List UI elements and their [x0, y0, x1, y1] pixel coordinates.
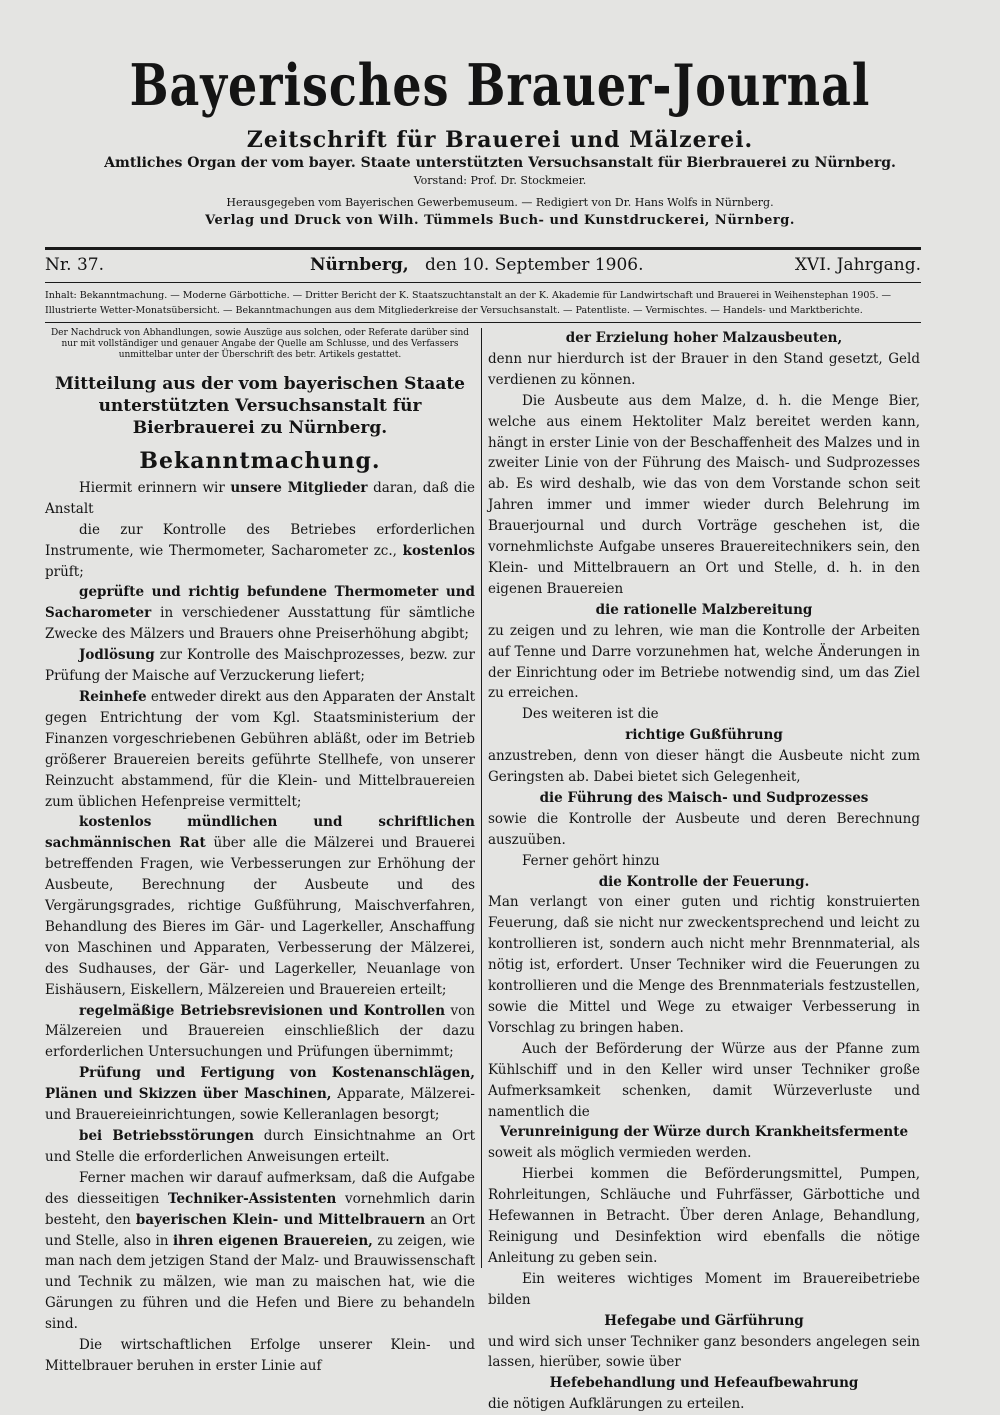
- paragraph: Ein weiteres wichtiges Moment im Brauereibetriebe bilden: [488, 1270, 920, 1308]
- paragraph: zu zeigen und zu lehren, wie man die Kontrolle der Arbeiten auf Tenne und Darre vorzunehmen hat, welche Änderungen in der Einrichtung oder im Betriebe notwendig sind, um das Ziel zu erreichen.: [488, 622, 920, 702]
- editor-line: Herausgegeben vom Bayerischen Gewerbemuseum. — Redigiert von Dr. Hans Wolfs in Nürnberg.: [226, 196, 774, 209]
- publisher-line: Verlag und Druck von Wilh. Tümmels Buch- und Kunstdruckerei, Nürnberg.: [205, 213, 795, 228]
- contents-rule: [45, 322, 921, 323]
- journal-title: Bayerisches Brauer-Journal: [129, 51, 871, 119]
- masthead-rule: [45, 247, 921, 250]
- right-column: [488, 328, 920, 1415]
- subheading: der Erzielung hoher Malzausbeuten,: [565, 330, 843, 346]
- issue-rule: [45, 282, 921, 283]
- subheading: die Führung des Maisch- und Sudprozesses: [539, 789, 869, 806]
- paragraph: Reinhefe entweder direkt aus den Apparaten der Anstalt gegen Entrichtung der vom Kgl. Staatsministerium der Finanzen vorgeschriebenen Gebühren abläßt, oder im Betrieb größerer Brauereien bereits geführte Stellhefe, von unserer Reinzucht abstammend, für die Klein- und Mittelbrauereien zum üblichen Hefenpreise vermittelt;: [45, 688, 476, 810]
- paragraph: anzustreben, denn von dieser hängt die Ausbeute nicht zum Geringsten ab. Dabei bietet sich Gelegenheit,: [488, 748, 920, 786]
- vorstand-line: Vorstand: Prof. Dr. Stockmeier.: [413, 174, 587, 187]
- paragraph: Des weiteren ist die: [522, 706, 659, 723]
- paragraph: die nötigen Aufklärungen zu erteilen.: [488, 1396, 745, 1413]
- left-column: [45, 328, 475, 1377]
- subheading: Hefebehandlung und Hefeaufbewahrung: [549, 1375, 859, 1392]
- paragraph: die zur Kontrolle des Betriebes erforderlichen Instrumente, wie Thermometer, Sacharometer zc., kostenlos prüft;: [45, 521, 475, 580]
- table-of-contents: Inhalt: Bekanntmachung. — Moderne Gärbottiche. — Dritter Bericht der K. Staatszuchtanstalt an der K. Akademie für Landwirtschaft und Brauerei in Weihenstephan 1905. — Illustrierte Wetter-Monatsübersicht. — Bekanntmachungen aus dem Mitgliederkreise der Versuchsanstalt. — Patentliste. — Vermischtes. — Handels- und Marktberichte.: [45, 290, 892, 316]
- issue-date: den 10. September 1906.: [425, 255, 644, 275]
- subheading: richtige Gußführung: [625, 727, 783, 744]
- paragraph: regelmäßige Betriebsrevisionen und Kontrollen von Mälzereien und Brauereien einschließlich der dazu erforderlichen Untersuchungen und Prüfungen übernimmt;: [45, 1002, 475, 1061]
- subheading: die rationelle Malzbereitung: [595, 601, 813, 618]
- column-divider: [481, 328, 482, 1268]
- paragraph: Jodlösung zur Kontrolle des Maischprozesses, bezw. zur Prüfung der Maische auf Verzuckerung liefert;: [45, 647, 475, 685]
- paragraph: Prüfung und Fertigung von Kostenanschlägen, Plänen und Skizzen über Maschinen, Apparate, Mälzerei- und Brauereieinrichtungen, sowie Kelleranlagen besorgt;: [45, 1065, 475, 1124]
- paragraph: Ferner gehört hinzu: [522, 852, 660, 869]
- paragraph: Hierbei kommen die Beförderungsmittel, Pumpen, Rohrleitungen, Schläuche und Fuhrfässer, Gärbottiche und Hefewannen in Betracht. Über deren Anlage, Behandlung, Reinigung und Desinfektion wird ebenfalls die nötige Anleitung zu geben sein.: [488, 1166, 920, 1266]
- paragraph: soweit als möglich vermieden werden.: [488, 1145, 752, 1162]
- announcement-title: Bekanntmachung.: [139, 448, 381, 474]
- masthead: [40, 51, 960, 231]
- subheading: Hefegabe und Gärführung: [604, 1312, 804, 1329]
- paragraph: Die wirtschaftlichen Erfolge unserer Klein- und Mittelbrauer beruhen in erster Linie auf: [45, 1337, 475, 1374]
- subheading: Verunreinigung der Würze durch Krankheitsfermente: [499, 1124, 909, 1141]
- paragraph: Auch der Beförderung der Würze aus der Pfanne zum Kühlschiff und in den Keller wird unser Techniker große Aufmerksamkeit schenken, damit Würzeverluste und namentlich die: [488, 1040, 920, 1120]
- issue-number: Nr. 37.: [45, 255, 104, 275]
- paragraph: geprüfte und richtig befundene Thermometer und Sacharometer in verschiedener Ausstattung für sämtliche Zwecke des Mälzers und Brauers ohne Preiserhöhung abgibt;: [45, 584, 476, 643]
- journal-subtitle: Zeitschrift für Brauerei und Mälzerei.: [246, 127, 754, 153]
- article-heading: Mitteilung aus der vom bayerischen Staate unterstützten Versuchsanstalt für Bierbrauerei zu Nürnberg.: [54, 374, 466, 438]
- issue-line: [45, 255, 921, 279]
- issue-volume: XVI. Jahrgang.: [794, 255, 921, 275]
- subheading: die Kontrolle der Feuerung.: [598, 873, 810, 890]
- paragraph: Man verlangt von einer guten und richtig konstruierten Feuerung, daß sie nicht nur zweckentsprechend und leicht zu kontrollieren ist, sondern auch nicht mehr Brennmaterial, als nötig ist, erfordert. Unser Techniker wird die Feuerungen zu kontrollieren und die Menge des Brennmaterials festzustellen, sowie die Mittel und Wege zu etwaiger Verbesserung in Vorschlag zu bringen haben.: [488, 894, 920, 1036]
- issue-place: Nürnberg,: [310, 255, 409, 275]
- paragraph: Hiermit erinnern wir unsere Mitglieder daran, daß die Anstalt: [45, 479, 476, 517]
- paragraph: sowie die Kontrolle der Ausbeute und deren Berechnung auszuüben.: [488, 810, 920, 848]
- paragraph: denn nur hierdurch ist der Brauer in den Stand gesetzt, Geld verdienen zu können.: [488, 350, 920, 388]
- official-organ-line: Amtliches Organ der vom bayer. Staate unterstützten Versuchsanstalt für Bierbrauerei zu Nürnberg.: [104, 155, 896, 171]
- paragraph: Ferner machen wir darauf aufmerksam, daß die Aufgabe des diesseitigen Techniker-Assistenten vornehmlich darin besteht, den bayerischen Klein- und Mittelbrauern an Ort und Stelle, also in ihren eigenen Brauereien, zu zeigen, wie man nach dem jetzigen Stand der Malz- und Brauwissenschaft und Technik zu mälzen, wie man zu maischen hat, wie die Gärungen zu führen und die Hefen und Biere zu behandeln sind.: [45, 1169, 476, 1333]
- paragraph: kostenlos mündlichen und schriftlichen sachmännischen Rat über alle die Mälzerei und Brauerei betreffenden Fragen, wie Verbesserungen zur Erhöhung der Ausbeute, Berechnung der Ausbeute und des Vergärungsgrades, richtige Gußführung, Maischverfahren, Behandlung des Bieres im Gär- und Lagerkeller, Anschaffung von Maschinen und Apparaten, Verbesserung der Mälzerei, des Sudhauses, der Gär- und Lagerkeller, Neuanlage von Eishäusern, Eiskellern, Mälzereien und Brauereien erteilt;: [45, 814, 475, 998]
- paragraph: bei Betriebsstörungen durch Einsichtnahme an Ort und Stelle die erforderlichen Anweisungen erteilt.: [45, 1128, 475, 1165]
- paragraph: und wird sich unser Techniker ganz besonders angelegen sein lassen, hierüber, sowie über: [488, 1333, 920, 1371]
- paragraph: Die Ausbeute aus dem Malze, d. h. die Menge Bier, welche aus einem Hektoliter Malz bereitet werden kann, hängt in erster Linie von der Beschaffenheit des Malzes und in zweiter Linie von der Führung des Maisch- und Sudprozesses ab. Es wird deshalb, wie das von dem Vorstande schon seit Jahren immer und immer wieder durch Belehrung im Brauerjournal und durch Vorträge geschehen ist, die vornehmlichste Aufgabe unseres Brauereitechnikers sein, den Klein- und Mittelbrauern an Ort und Stelle, d. h. in den eigenen Brauereien: [488, 392, 920, 597]
- reprint-note: Der Nachdruck von Abhandlungen, sowie Auszüge aus solchen, oder Referate darüber sind nur mit vollständiger und genauer Angabe der Quelle am Schlusse, und des Verfassers unmittelbar unter der Überschrift des betr. Artikels gestattet.: [50, 328, 470, 360]
